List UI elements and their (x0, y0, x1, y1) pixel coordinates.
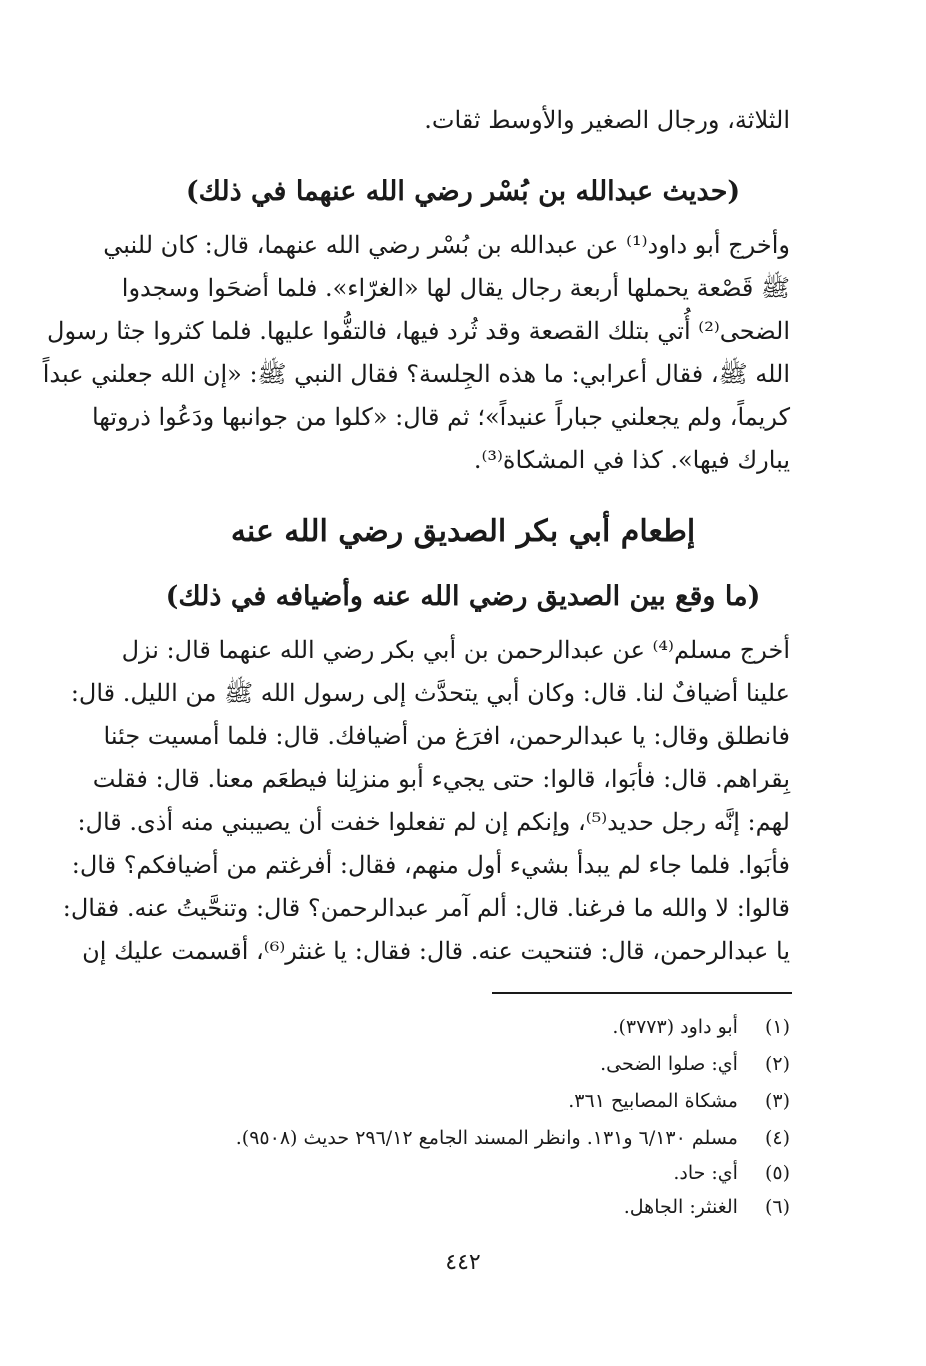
footnote (136, 1012, 790, 1042)
text-line: كريماً، ولم يجعلني جباراً عنيداً»؛ ثم قال: «كلوا من جوانبها ودَعُوا ذروتها (91, 403, 790, 431)
footnote-text: مشكاة المصابيح ٣٦١. (568, 1090, 738, 1112)
footnote-text: الغنثر: الجاهل. (623, 1196, 738, 1218)
footnote-text: أي: حاد. (673, 1162, 738, 1184)
text-line: فانطلق وقال: يا عبدالرحمن، افرَغ من أضيافك. قال: فلما أمسيت جئنا (103, 722, 790, 750)
footnote (136, 1049, 790, 1079)
section-heading-siddiq: (ما وقع بين الصديق رضي الله عنه وأضيافه في ذلك) (165, 581, 761, 612)
footnote-separator (492, 992, 792, 994)
text-line: الله ﷺ، فقال أعرابي: ما هذه الجِلسة؟ فقال النبي ﷺ: «إن الله جعلني عبداً (42, 360, 790, 388)
footnote-number: (٥) (764, 1162, 790, 1184)
footnote-number: (٦) (764, 1196, 790, 1218)
text-line: يبارك فيها». كذا في المشكاة⁽³⁾. (473, 446, 790, 474)
text-line: علينا أضيافٌ لنا. قال: وكان أبي يتحدَّث إلى رسول الله ﷺ من الليل. قال: (70, 679, 790, 707)
footnote-number: (٣) (764, 1090, 790, 1112)
page-number: ٤٤٢ (445, 1250, 481, 1275)
footnote-number: (١) (764, 1016, 790, 1038)
text-line: ﷺ قَصْعة يحملها أربعة رجال يقال لها «الغرّاء». فلما أضحَوا وسجدوا (121, 274, 790, 302)
footnote (136, 1192, 790, 1222)
text-line: أخرج مسلم⁽⁴⁾ عن عبدالرحمن بن أبي بكر رضي الله عنهما قال: نزل (121, 636, 790, 664)
section-heading-ibn-busr: (حديث عبدالله بن بُسْر رضي الله عنهما في ذلك) (185, 176, 741, 207)
text-line: يا عبدالرحمن، قال: فتنحيت عنه. قال: فقال: يا غنثر⁽⁶⁾، أقسمت عليك إن (82, 937, 790, 965)
text-line: قالوا: لا والله ما فرغنا. قال: ألم آمر عبدالرحمن؟ قال: وتنحَّيتُ عنه. فقال: (62, 894, 790, 922)
footnote-text: أي: صلوا الضحى. (600, 1053, 738, 1075)
text-line: بِقراهم. قال: فأبَوا، قالوا: حتى يجيء أبو منزلِنا فيطعَم معنا. قال: فقلت (92, 765, 790, 793)
footnote-text: مسلم ٦/١٣٠ و١٣١. وانظر المسند الجامع ٢٩٦/١٢ حديث (٩٥٠٨). (235, 1127, 738, 1149)
footnote-text: أبو داود (٣٧٧٣). (612, 1016, 738, 1038)
chapter-title: إطعام أبي بكر الصديق رضي الله عنه (230, 514, 696, 549)
footnote-number: (٢) (764, 1053, 790, 1075)
text-line: وأخرج أبو داود⁽¹⁾ عن عبدالله بن بُسْر رضي الله عنهما، قال: كان للنبي (103, 231, 790, 259)
text-line-continuation: الثلاثة، ورجال الصغير والأوسط ثقات. (424, 106, 790, 134)
footnote-number: (٤) (764, 1127, 790, 1149)
footnote (136, 1158, 790, 1188)
footnote (136, 1123, 790, 1153)
text-line: الضحى⁽²⁾ أُتي بتلك القصعة وقد ثُرد فيها، فالتفُّوا عليها. فلما كثروا جثا رسول (47, 317, 790, 345)
text-line: لهم: إنَّه رجل حديد⁽⁵⁾، وإنكم إن لم تفعلوا خفت أن يصيبني منه أذى. قال: (77, 808, 790, 836)
footnote (136, 1086, 790, 1116)
text-line: فأبَوا. فلما جاء لم يبدأ بشيء أول منهم، فقال: أفرغتم من أضيافكم؟ قال: (71, 851, 790, 879)
